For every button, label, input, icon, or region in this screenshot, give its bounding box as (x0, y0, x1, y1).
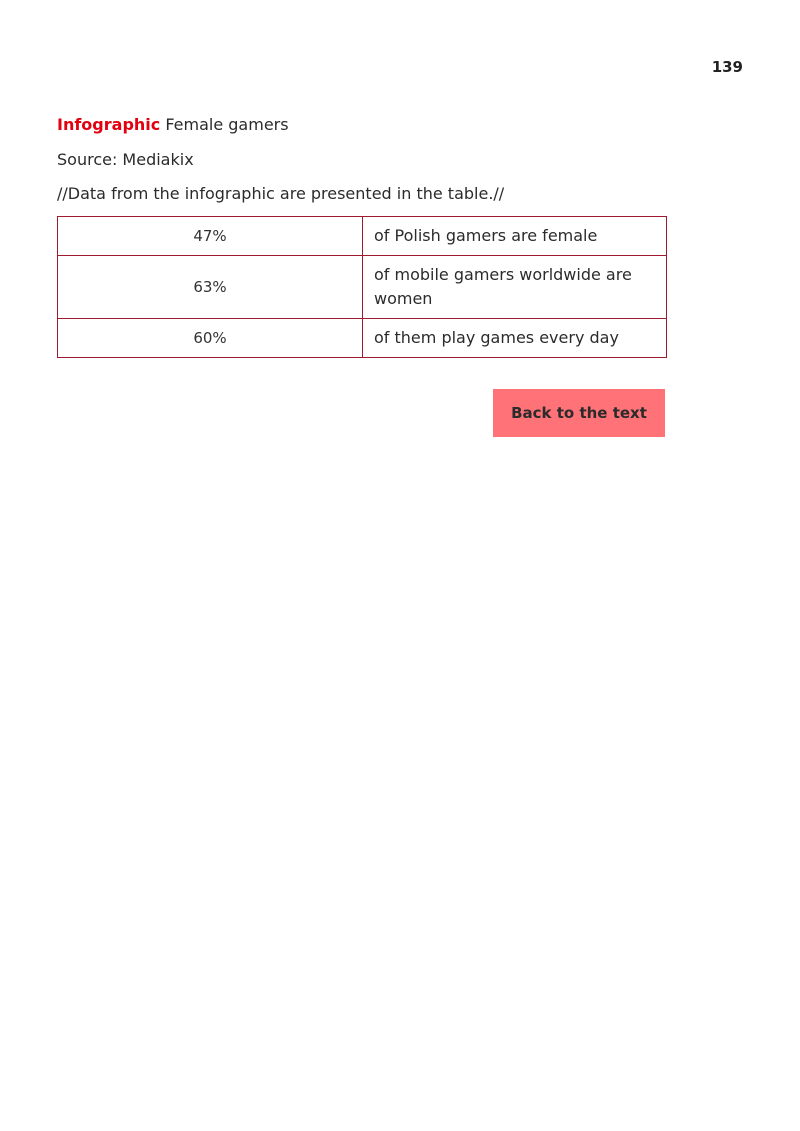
infographic-label: Infographic (57, 115, 161, 134)
table-row (58, 256, 667, 319)
infographic-heading (57, 115, 289, 134)
infographic-title: Female gamers (160, 115, 289, 134)
table-note: //Data from the infographic are presented in the table.// (57, 184, 505, 203)
data-table (57, 216, 667, 358)
table-row (58, 217, 667, 256)
table-cell-description: of Polish gamers are female (363, 217, 667, 256)
table-cell-description: of them play games every day (363, 319, 667, 358)
table-row (58, 319, 667, 358)
back-to-text-button[interactable]: Back to the text (493, 389, 665, 437)
table-cell-value: 63% (58, 256, 363, 319)
page-number: 139 (711, 58, 743, 76)
source-line: Source: Mediakix (57, 150, 194, 169)
table-cell-description: of mobile gamers worldwide are women (363, 256, 667, 319)
table-cell-value: 47% (58, 217, 363, 256)
table-cell-value: 60% (58, 319, 363, 358)
